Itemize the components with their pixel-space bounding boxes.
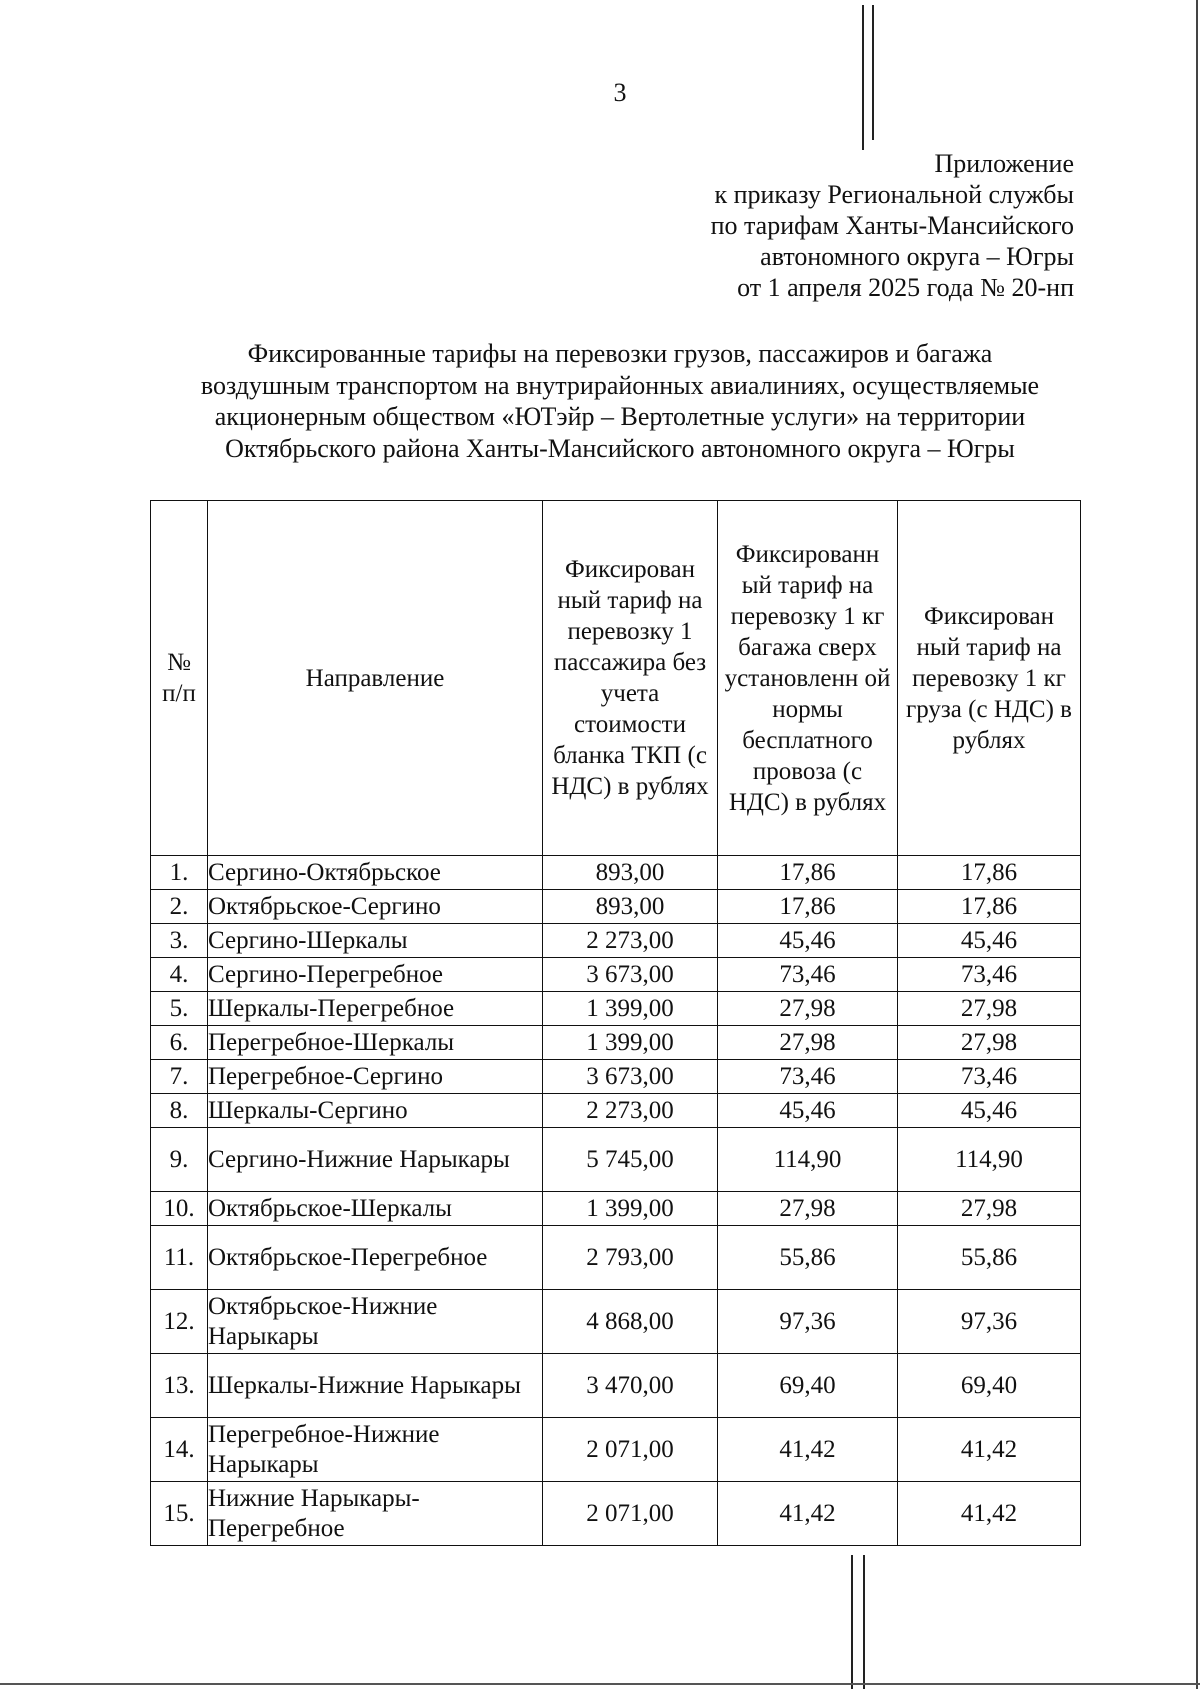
header-direction: Направление: [208, 501, 543, 856]
title-line: воздушным транспортом на внутрирайонных авиалиниях, осуществляемые: [200, 370, 1040, 400]
table-row: [151, 1290, 1081, 1354]
row-number: 4.: [151, 958, 208, 992]
scan-edge-line: [1196, 0, 1198, 1689]
row-passenger-tariff: 2 273,00: [543, 1094, 718, 1128]
row-cargo-tariff: 69,40: [898, 1354, 1081, 1418]
row-cargo-tariff: 17,86: [898, 856, 1081, 890]
row-baggage-tariff: 41,42: [718, 1482, 898, 1546]
document-title: [150, 338, 1090, 464]
row-number: 13.: [151, 1354, 208, 1418]
row-direction: Октябрьское-Шеркалы: [208, 1192, 543, 1226]
row-cargo-tariff: 73,46: [898, 958, 1081, 992]
table-row: [151, 1094, 1081, 1128]
row-passenger-tariff: 1 399,00: [543, 1192, 718, 1226]
scan-edge-line: [0, 1683, 1200, 1685]
table-row: [151, 1026, 1081, 1060]
row-passenger-tariff: 3 673,00: [543, 958, 718, 992]
title-line: Фиксированные тарифы на перевозки грузов, пассажиров и багажа: [247, 339, 993, 368]
row-number: 8.: [151, 1094, 208, 1128]
table-row: [151, 1354, 1081, 1418]
row-direction: Шеркалы-Сергино: [208, 1094, 543, 1128]
row-baggage-tariff: 69,40: [718, 1354, 898, 1418]
row-passenger-tariff: 2 273,00: [543, 924, 718, 958]
title-line: Октябрьского района Ханты-Мансийского автономного округа – Югры: [225, 433, 1015, 463]
tariffs-table: [150, 500, 1081, 1546]
row-cargo-tariff: 73,46: [898, 1060, 1081, 1094]
row-passenger-tariff: 3 470,00: [543, 1354, 718, 1418]
row-number: 11.: [151, 1226, 208, 1290]
row-cargo-tariff: 55,86: [898, 1226, 1081, 1290]
appendix-line: автономного округа – Югры: [760, 242, 1074, 271]
table-row: [151, 1060, 1081, 1094]
row-direction: Шеркалы-Нижние Нарыкары: [208, 1354, 543, 1418]
header-baggage-tariff: Фиксированн ый тариф на перевозку 1 кг багажа сверх установленн ой нормы бесплатного провоза (с НДС) в рублях: [718, 501, 898, 856]
row-baggage-tariff: 17,86: [718, 856, 898, 890]
row-number: 15.: [151, 1482, 208, 1546]
table-row: [151, 1482, 1081, 1546]
row-cargo-tariff: 97,36: [898, 1290, 1081, 1354]
row-passenger-tariff: 893,00: [543, 890, 718, 924]
row-baggage-tariff: 27,98: [718, 992, 898, 1026]
header-cargo-tariff: Фиксирован ный тариф на перевозку 1 кг груза (с НДС) в рублях: [898, 501, 1081, 856]
appendix-line: по тарифам Ханты-Мансийского: [710, 211, 1074, 240]
row-direction: Нижние Нарыкары-Перегребное: [208, 1482, 543, 1546]
row-passenger-tariff: 1 399,00: [543, 992, 718, 1026]
row-baggage-tariff: 114,90: [718, 1128, 898, 1192]
row-cargo-tariff: 17,86: [898, 890, 1081, 924]
table-row: [151, 890, 1081, 924]
row-baggage-tariff: 41,42: [718, 1418, 898, 1482]
row-baggage-tariff: 73,46: [718, 958, 898, 992]
row-baggage-tariff: 27,98: [718, 1026, 898, 1060]
row-cargo-tariff: 114,90: [898, 1128, 1081, 1192]
row-direction: Октябрьское-Перегребное: [208, 1226, 543, 1290]
row-number: 3.: [151, 924, 208, 958]
header-passenger-tariff: Фиксирован ный тариф на перевозку 1 пассажира без учета стоимости бланка ТКП (с НДС) в рублях: [543, 501, 718, 856]
row-baggage-tariff: 97,36: [718, 1290, 898, 1354]
appendix-line: Приложение: [934, 149, 1074, 178]
row-number: 12.: [151, 1290, 208, 1354]
title-line: акционерным обществом «ЮТэйр – Вертолетные услуги» на территории: [214, 402, 1026, 431]
row-direction: Перегребное-Сергино: [208, 1060, 543, 1094]
appendix-line: к приказу Региональной службы: [714, 180, 1074, 209]
table-row: [151, 1192, 1081, 1226]
row-direction: Перегребное-Шеркалы: [208, 1026, 543, 1060]
row-number: 5.: [151, 992, 208, 1026]
row-direction: Сергино-Шеркалы: [208, 924, 543, 958]
row-direction: Шеркалы-Перегребное: [208, 992, 543, 1026]
row-baggage-tariff: 17,86: [718, 890, 898, 924]
row-cargo-tariff: 45,46: [898, 1094, 1081, 1128]
row-direction: Сергино-Перегребное: [208, 958, 543, 992]
row-passenger-tariff: 2 071,00: [543, 1418, 718, 1482]
row-number: 14.: [151, 1418, 208, 1482]
row-cargo-tariff: 41,42: [898, 1418, 1081, 1482]
row-passenger-tariff: 2 793,00: [543, 1226, 718, 1290]
scan-binding-line: [863, 1555, 865, 1689]
row-cargo-tariff: 41,42: [898, 1482, 1081, 1546]
row-passenger-tariff: 5 745,00: [543, 1128, 718, 1192]
row-direction: Октябрьское-Нижние Нарыкары: [208, 1290, 543, 1354]
row-number: 9.: [151, 1128, 208, 1192]
row-number: 1.: [151, 856, 208, 890]
row-passenger-tariff: 2 071,00: [543, 1482, 718, 1546]
appendix-line: от 1 апреля 2025 года № 20-нп: [737, 273, 1074, 302]
scan-binding-line: [851, 1555, 853, 1689]
scan-binding-line: [872, 5, 874, 140]
row-number: 7.: [151, 1060, 208, 1094]
row-cargo-tariff: 27,98: [898, 1192, 1081, 1226]
table-row: [151, 1418, 1081, 1482]
table-row: [151, 958, 1081, 992]
row-baggage-tariff: 45,46: [718, 1094, 898, 1128]
row-number: 10.: [151, 1192, 208, 1226]
table-row: [151, 924, 1081, 958]
row-number: 2.: [151, 890, 208, 924]
row-passenger-tariff: 893,00: [543, 856, 718, 890]
row-direction: Сергино-Нижние Нарыкары: [208, 1128, 543, 1192]
table-row: [151, 856, 1081, 890]
table-row: [151, 1226, 1081, 1290]
row-passenger-tariff: 3 673,00: [543, 1060, 718, 1094]
appendix-header: [711, 148, 1074, 303]
row-cargo-tariff: 45,46: [898, 924, 1081, 958]
row-direction: Октябрьское-Сергино: [208, 890, 543, 924]
table-header-row: [151, 501, 1081, 856]
table-row: [151, 1128, 1081, 1192]
row-number: 6.: [151, 1026, 208, 1060]
row-direction: Перегребное-Нижние Нарыкары: [208, 1418, 543, 1482]
row-baggage-tariff: 27,98: [718, 1192, 898, 1226]
page-number: 3: [613, 78, 627, 107]
row-cargo-tariff: 27,98: [898, 1026, 1081, 1060]
row-baggage-tariff: 55,86: [718, 1226, 898, 1290]
table-row: [151, 992, 1081, 1026]
row-baggage-tariff: 73,46: [718, 1060, 898, 1094]
table-body: [151, 856, 1081, 1546]
row-passenger-tariff: 1 399,00: [543, 1026, 718, 1060]
row-passenger-tariff: 4 868,00: [543, 1290, 718, 1354]
row-baggage-tariff: 45,46: [718, 924, 898, 958]
header-num: № п/п: [151, 501, 208, 856]
row-direction: Сергино-Октябрьское: [208, 856, 543, 890]
row-cargo-tariff: 27,98: [898, 992, 1081, 1026]
